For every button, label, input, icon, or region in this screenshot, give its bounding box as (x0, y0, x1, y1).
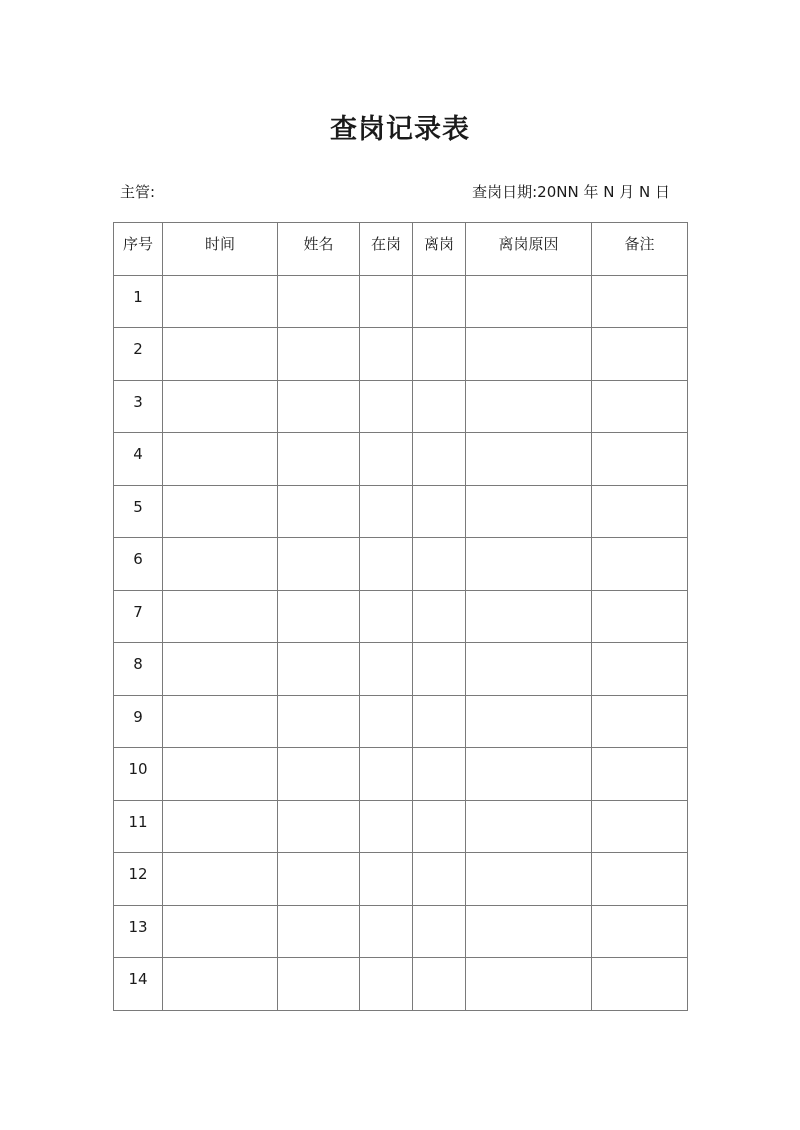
cell-time[interactable] (163, 275, 278, 328)
cell-time[interactable] (163, 643, 278, 696)
cell-time[interactable] (163, 958, 278, 1011)
cell-off-duty-reason[interactable] (466, 380, 592, 433)
table-row (114, 905, 688, 958)
table-row (114, 958, 688, 1011)
cell-off-duty[interactable] (413, 380, 466, 433)
cell-time[interactable] (163, 380, 278, 433)
cell-remarks[interactable] (592, 590, 688, 643)
cell-on-duty[interactable] (360, 485, 413, 538)
cell-serial-number: 3 (114, 380, 163, 433)
cell-serial-number: 12 (114, 853, 163, 906)
cell-off-duty-reason[interactable] (466, 485, 592, 538)
header-remarks: 备注 (592, 223, 688, 276)
cell-remarks[interactable] (592, 800, 688, 853)
header-off-duty: 离岗 (413, 223, 466, 276)
cell-off-duty[interactable] (413, 538, 466, 591)
cell-off-duty[interactable] (413, 643, 466, 696)
cell-serial-number: 11 (114, 800, 163, 853)
cell-name[interactable] (278, 748, 360, 801)
header-name: 姓名 (278, 223, 360, 276)
table-row (114, 538, 688, 591)
table-row (114, 748, 688, 801)
cell-name[interactable] (278, 433, 360, 486)
table-row (114, 643, 688, 696)
cell-name[interactable] (278, 905, 360, 958)
supervisor-label: 主管: (120, 183, 156, 201)
cell-name[interactable] (278, 380, 360, 433)
cell-name[interactable] (278, 695, 360, 748)
cell-remarks[interactable] (592, 538, 688, 591)
cell-remarks[interactable] (592, 380, 688, 433)
cell-serial-number: 7 (114, 590, 163, 643)
cell-remarks[interactable] (592, 485, 688, 538)
cell-off-duty-reason[interactable] (466, 328, 592, 381)
cell-time[interactable] (163, 590, 278, 643)
cell-time[interactable] (163, 748, 278, 801)
cell-serial-number: 10 (114, 748, 163, 801)
inspection-record-table (113, 222, 688, 1011)
cell-name[interactable] (278, 643, 360, 696)
header-off-duty-reason: 离岗原因 (466, 223, 592, 276)
cell-time[interactable] (163, 800, 278, 853)
table-row (114, 800, 688, 853)
cell-off-duty[interactable] (413, 905, 466, 958)
table-row (114, 433, 688, 486)
cell-off-duty-reason[interactable] (466, 695, 592, 748)
cell-remarks[interactable] (592, 748, 688, 801)
cell-remarks[interactable] (592, 433, 688, 486)
table-row (114, 853, 688, 906)
cell-remarks[interactable] (592, 695, 688, 748)
cell-on-duty[interactable] (360, 905, 413, 958)
cell-serial-number: 9 (114, 695, 163, 748)
table-row (114, 590, 688, 643)
cell-off-duty-reason[interactable] (466, 590, 592, 643)
cell-remarks[interactable] (592, 853, 688, 906)
cell-on-duty[interactable] (360, 643, 413, 696)
cell-serial-number: 8 (114, 643, 163, 696)
cell-time[interactable] (163, 485, 278, 538)
cell-on-duty[interactable] (360, 853, 413, 906)
header-on-duty: 在岗 (360, 223, 413, 276)
cell-serial-number: 6 (114, 538, 163, 591)
table-row (114, 485, 688, 538)
cell-time[interactable] (163, 905, 278, 958)
inspection-record-table-wrapper (113, 222, 687, 1011)
cell-serial-number: 2 (114, 328, 163, 381)
cell-off-duty[interactable] (413, 853, 466, 906)
cell-off-duty-reason[interactable] (466, 643, 592, 696)
cell-name[interactable] (278, 538, 360, 591)
cell-on-duty[interactable] (360, 958, 413, 1011)
cell-off-duty[interactable] (413, 485, 466, 538)
cell-on-duty[interactable] (360, 538, 413, 591)
cell-remarks[interactable] (592, 958, 688, 1011)
cell-remarks[interactable] (592, 328, 688, 381)
cell-off-duty[interactable] (413, 800, 466, 853)
cell-off-duty-reason[interactable] (466, 905, 592, 958)
cell-on-duty[interactable] (360, 328, 413, 381)
cell-remarks[interactable] (592, 905, 688, 958)
cell-serial-number: 13 (114, 905, 163, 958)
table-row (114, 275, 688, 328)
cell-remarks[interactable] (592, 275, 688, 328)
inspection-date: 查岗日期:20NN 年 N 月 N 日 (472, 183, 670, 201)
table-row (114, 328, 688, 381)
cell-off-duty-reason[interactable] (466, 538, 592, 591)
cell-off-duty-reason[interactable] (466, 958, 592, 1011)
cell-on-duty[interactable] (360, 748, 413, 801)
cell-name[interactable] (278, 275, 360, 328)
cell-off-duty[interactable] (413, 590, 466, 643)
cell-off-duty[interactable] (413, 748, 466, 801)
cell-off-duty[interactable] (413, 695, 466, 748)
cell-remarks[interactable] (592, 643, 688, 696)
cell-on-duty[interactable] (360, 590, 413, 643)
cell-off-duty-reason[interactable] (466, 748, 592, 801)
cell-on-duty[interactable] (360, 800, 413, 853)
cell-off-duty[interactable] (413, 275, 466, 328)
table-body (114, 275, 688, 1010)
table-header-row (114, 223, 688, 276)
cell-time[interactable] (163, 538, 278, 591)
cell-off-duty-reason[interactable] (466, 275, 592, 328)
cell-serial-number: 14 (114, 958, 163, 1011)
cell-time[interactable] (163, 328, 278, 381)
cell-serial-number: 4 (114, 433, 163, 486)
cell-name[interactable] (278, 485, 360, 538)
cell-name[interactable] (278, 328, 360, 381)
cell-off-duty-reason[interactable] (466, 853, 592, 906)
cell-name[interactable] (278, 958, 360, 1011)
cell-serial-number: 1 (114, 275, 163, 328)
cell-off-duty[interactable] (413, 958, 466, 1011)
cell-name[interactable] (278, 590, 360, 643)
cell-off-duty[interactable] (413, 433, 466, 486)
cell-off-duty-reason[interactable] (466, 433, 592, 486)
cell-name[interactable] (278, 853, 360, 906)
header-serial-number: 序号 (114, 223, 163, 276)
cell-on-duty[interactable] (360, 433, 413, 486)
cell-on-duty[interactable] (360, 380, 413, 433)
table-row (114, 695, 688, 748)
cell-time[interactable] (163, 433, 278, 486)
cell-time[interactable] (163, 853, 278, 906)
header-time: 时间 (163, 223, 278, 276)
cell-on-duty[interactable] (360, 275, 413, 328)
page-title: 查岗记录表 (330, 114, 470, 145)
cell-on-duty[interactable] (360, 695, 413, 748)
cell-off-duty-reason[interactable] (466, 800, 592, 853)
cell-serial-number: 5 (114, 485, 163, 538)
table-row (114, 380, 688, 433)
cell-off-duty[interactable] (413, 328, 466, 381)
cell-time[interactable] (163, 695, 278, 748)
cell-name[interactable] (278, 800, 360, 853)
